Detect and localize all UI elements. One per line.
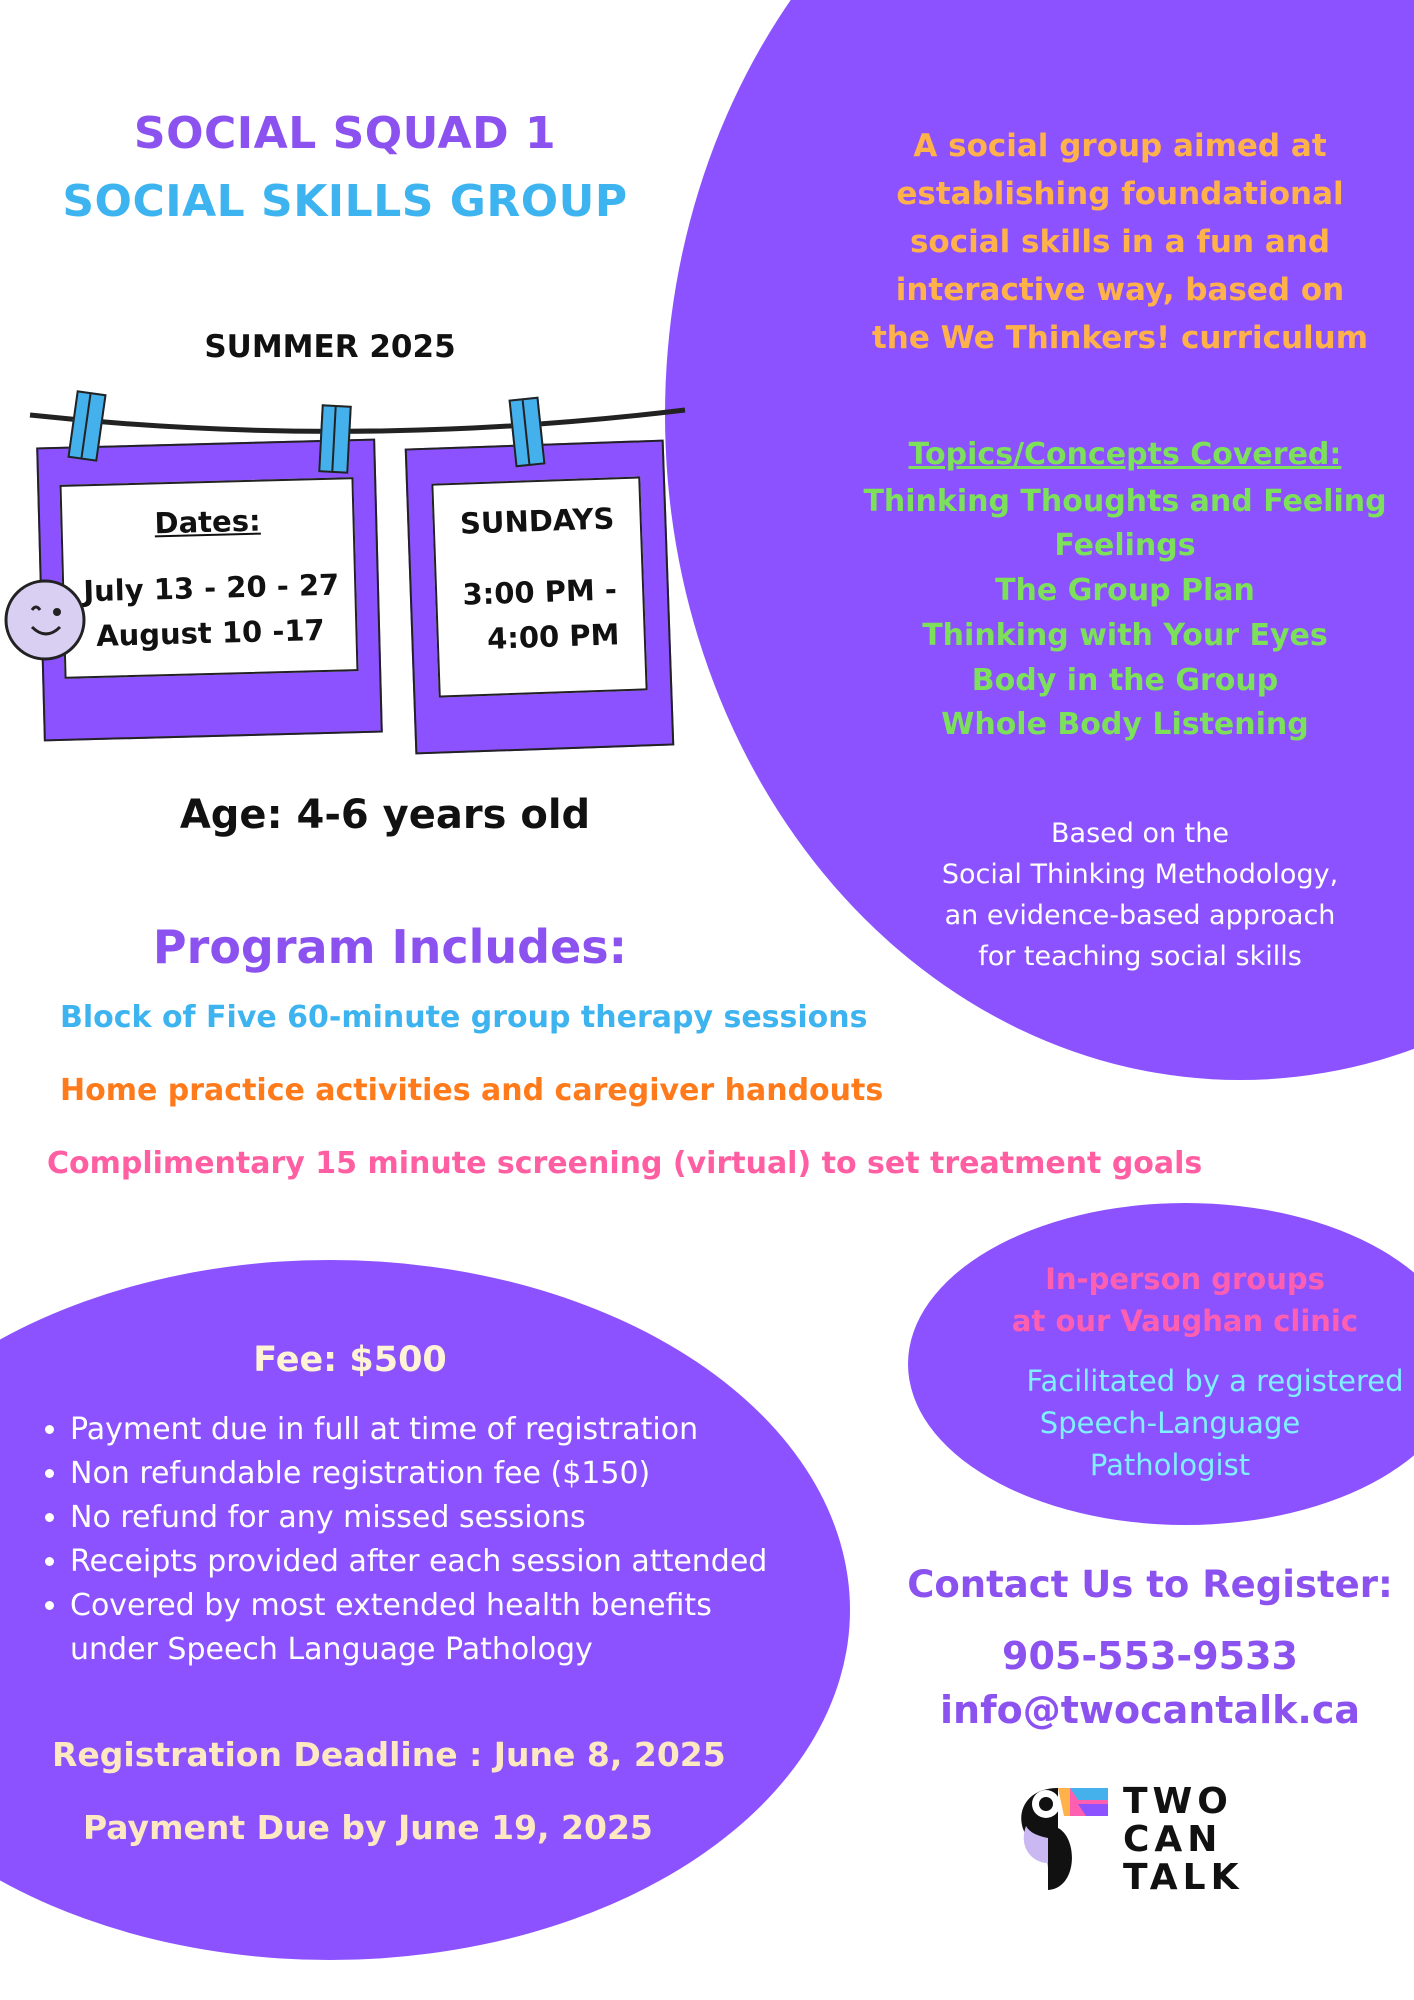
program-title: SOCIAL SQUAD 1	[133, 108, 557, 159]
contact-heading: Contact Us to Register:	[907, 1563, 1393, 1606]
in-person-line: In-person groups	[1045, 1262, 1325, 1296]
toucan-logo-icon	[1008, 1778, 1118, 1893]
fee-amount: Fee: $500	[253, 1340, 447, 1380]
facilitator-line: Facilitated by a registered	[1026, 1364, 1404, 1398]
topic-item: Thinking with Your Eyes	[922, 618, 1328, 653]
facilitator-line: Speech-Language	[1039, 1406, 1301, 1440]
topic-item: The Group Plan	[995, 573, 1255, 608]
time-line-1: 3:00 PM -	[461, 572, 618, 612]
description-line: social skills in a fun and	[909, 224, 1331, 260]
fee-term: • Payment due in full at time of registration	[70, 1408, 890, 1452]
in-person-line: at our Vaughan clinic	[1011, 1304, 1359, 1338]
facilitator-note	[960, 1360, 1410, 1486]
logo-line: CAN	[1123, 1819, 1223, 1860]
contact-phone[interactable]: 905-553-9533	[1002, 1634, 1298, 1678]
time-line-2: 4:00 PM	[486, 617, 620, 656]
description-line: interactive way, based on	[895, 272, 1345, 308]
logo-wordmark	[1123, 1783, 1243, 1897]
fee-term: • Covered by most extended health benefits under Speech Language Pathology	[70, 1584, 790, 1672]
fee-term: • Receipts provided after each session attended	[70, 1540, 890, 1584]
fee-term: • Non refundable registration fee ($150)	[70, 1452, 890, 1496]
clothespin-2	[318, 404, 352, 473]
registration-deadline: Registration Deadline : June 8, 2025	[52, 1735, 726, 1774]
logo-line: TALK	[1123, 1857, 1244, 1898]
methodology-line: for teaching social skills	[978, 941, 1302, 972]
dates-label: Dates:	[154, 503, 261, 541]
program-includes-heading: Program Includes:	[152, 920, 628, 974]
topic-item: Body in the Group	[971, 663, 1279, 698]
description-line: establishing foundational	[896, 176, 1344, 212]
in-person-note	[960, 1258, 1410, 1342]
description-line: A social group aimed at	[913, 128, 1327, 164]
topic-item: Feelings	[1054, 528, 1196, 563]
logo-line: TWO	[1123, 1781, 1233, 1822]
methodology-line: an evidence-based approach	[944, 900, 1336, 931]
methodology-line: Social Thinking Methodology,	[941, 859, 1339, 890]
program-item-home-practice: Home practice activities and caregiver handouts	[60, 1073, 884, 1108]
description-line: the We Thinkers! curriculum	[871, 320, 1369, 356]
contact-email[interactable]: info@twocantalk.ca	[939, 1688, 1361, 1732]
topics-heading: Topics/Concepts Covered:	[908, 437, 1342, 472]
season-label: SUMMER 2025	[204, 329, 456, 365]
dates-line-1: July 13 - 20 - 27	[82, 567, 340, 609]
payment-due: Payment Due by June 19, 2025	[83, 1808, 653, 1847]
age-range: Age: 4-6 years old	[179, 792, 591, 838]
dates-line-2: August 10 -17	[95, 612, 326, 653]
facilitator-line: Pathologist	[1089, 1448, 1251, 1482]
winking-smiley-icon	[2, 577, 88, 663]
program-item-sessions: Block of Five 60-minute group therapy sessions	[60, 1000, 868, 1035]
dates-card	[60, 477, 359, 679]
topic-item: Thinking Thoughts and Feeling	[863, 484, 1387, 519]
group-description	[855, 122, 1385, 362]
meeting-day: SUNDAYS	[459, 501, 615, 541]
time-card	[431, 476, 647, 697]
topic-item: Whole Body Listening	[941, 707, 1309, 742]
program-item-screening: Complimentary 15 minute screening (virtual) to set treatment goals	[47, 1146, 1203, 1181]
program-subtitle: SOCIAL SKILLS GROUP	[62, 176, 628, 227]
fee-term: • No refund for any missed sessions	[70, 1496, 890, 1540]
methodology-note	[900, 813, 1380, 977]
methodology-line: Based on the	[1051, 818, 1229, 849]
fee-terms-list	[30, 1408, 890, 1672]
